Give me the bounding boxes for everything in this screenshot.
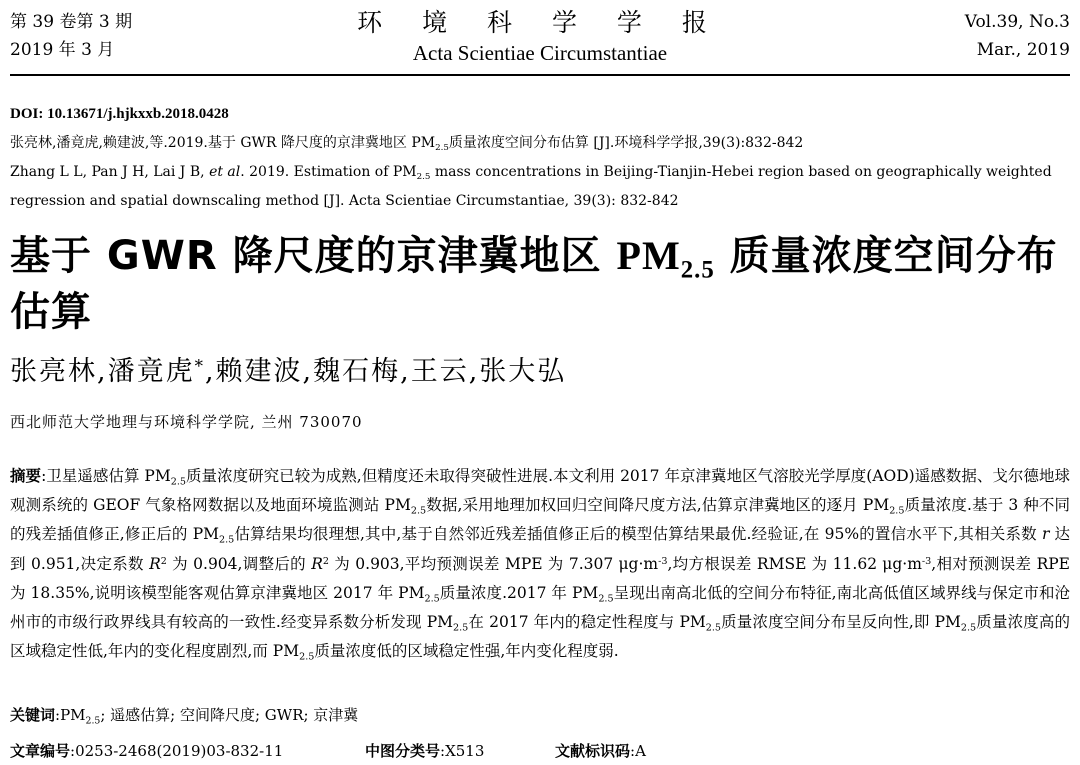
meta-label: 文献标识码 <box>555 742 631 760</box>
date-cn: 2019 年 3 月 <box>10 40 115 60</box>
symbol-R: R <box>149 554 161 573</box>
corresponding-mark: * <box>194 355 205 376</box>
header-divider <box>10 74 1070 76</box>
meta-label: 中图分类号 <box>365 742 441 760</box>
subscript: 2.5 <box>598 593 614 605</box>
keyword-text: ; 遥感估算; 空间降尺度; GWR; 京津冀 <box>100 706 359 724</box>
subscript: 2.5 <box>410 505 427 517</box>
document-code <box>555 738 646 764</box>
journal-name <box>10 8 1070 68</box>
abstract-text: 在 2017 年内的稳定性程度与 PM <box>468 613 706 632</box>
abstract-text: 质量浓度研究已较为成熟,但精度还未取得突破性进展.本文利用 2017 年京津冀地区气溶胶光学厚度(AOD)遥感数据、戈尔德地球观测系统的 GEOF 气象格网数据以及地面环境监测站 PM <box>10 467 1070 515</box>
title-pm: PM <box>616 233 681 278</box>
superscript: -3 <box>921 555 932 567</box>
abstract <box>10 462 1070 666</box>
journal-name-cn: 环 境 科 学 学 报 <box>357 8 723 37</box>
paper-title <box>10 228 1070 340</box>
subscript: 2.5 <box>424 593 440 605</box>
keywords-label: 关键词 <box>10 706 56 724</box>
keyword-text: PM <box>60 706 86 724</box>
article-number <box>10 738 365 764</box>
affiliation: 西北师范大学地理与环境科学学院, 兰州 730070 <box>10 413 363 431</box>
citation-cn <box>10 129 1070 158</box>
date-en: Mar., 2019 <box>976 40 1070 60</box>
symbol-R: R <box>311 554 323 573</box>
authors-text: ,赖建波,魏石梅,王云,张大弘 <box>204 356 567 387</box>
subscript: 2.5 <box>680 256 715 284</box>
abstract-text: 质量浓度空间分布呈反向性,即 PM <box>721 613 961 632</box>
journal-name-en: Acta Scientiae Circumstantiae <box>412 41 668 65</box>
subscript: 2.5 <box>960 622 977 634</box>
meta-value: :A <box>630 742 646 760</box>
colon: : <box>41 467 47 485</box>
subscript: 2.5 <box>705 622 722 634</box>
symbol-r: r <box>1041 525 1050 544</box>
subscript: 2.5 <box>170 476 186 488</box>
abstract-text: ,均方根误差 RMSE 为 11.62 μg·m <box>667 554 922 573</box>
subscript: 2.5 <box>889 505 905 517</box>
volume-issue-cn: 第 39 卷第 3 期 <box>10 12 133 32</box>
volume-issue-en: Vol.39, No.3 <box>964 12 1070 32</box>
subscript: 2.5 <box>416 172 431 183</box>
superscript: -3 <box>658 555 668 567</box>
abstract-text: 质量浓度高的区域稳定性低,年内的变化程度剧烈,而 PM <box>10 613 1071 661</box>
citation-block <box>10 100 1070 216</box>
subscript: 2.5 <box>435 143 449 154</box>
abstract-text: 数据,采用地理加权回归空间降尺度方法,估算京津冀地区的逐月 PM <box>426 496 890 515</box>
author-list <box>10 352 1070 392</box>
subscript: 2.5 <box>453 622 469 634</box>
meta-label: 文章编号 <box>10 742 71 760</box>
citation-en <box>10 158 1070 216</box>
clc-number <box>365 738 555 764</box>
abstract-text: 为 0.903,平均预测误差 MPE 为 7.307 μg·m <box>329 554 659 573</box>
article-meta <box>10 738 1070 764</box>
abstract-text: 质量浓度.2017 年 PM <box>439 583 599 602</box>
journal-header <box>10 8 1070 68</box>
superscript: 2 <box>160 555 167 567</box>
abstract-label: 摘要 <box>10 467 42 485</box>
doi: DOI: 10.13671/j.hjkxxb.2018.0428 <box>10 106 229 122</box>
superscript: 2 <box>322 555 330 567</box>
abstract-text: 估算结果均很理想,其中,基于自然邻近残差插值修正后的模型估算结果最优.经验证,在 95%的置信水平下,其相关系数 <box>234 525 1042 544</box>
colon: : <box>55 706 61 724</box>
abstract-text: 达到 0.951,决定系数 <box>10 525 1070 573</box>
abstract-text: ,相对预测误差 RPE 为 18.35%,说明该模型能客观估算京津冀地区 2017 年 PM <box>10 554 1070 602</box>
meta-value: :X513 <box>440 742 485 760</box>
subscript: 2.5 <box>299 651 315 663</box>
issue-info-en <box>965 8 1070 64</box>
citation-en-text: Zhang L L, Pan J H, Lai J B, <box>10 164 210 180</box>
title-text: 基于 GWR 降尺度的京津冀地区 <box>10 233 617 279</box>
citation-cn-text: 质量浓度空间分布估算 [J].环境科学学报,39(3):832-842 <box>448 135 804 151</box>
abstract-text: 质量浓度.基于 3 种不同的残差插值修正,修正后的 PM <box>10 496 1070 544</box>
abstract-text: 质量浓度低的区域稳定性强,年内变化程度弱. <box>314 642 619 661</box>
keywords <box>10 702 1070 728</box>
authors-text: 张亮林,潘竟虎 <box>10 356 195 387</box>
title-text: 质量浓度空间分布估算 <box>10 233 1058 335</box>
abstract-text: 卫星遥感估算 PM <box>46 467 171 485</box>
citation-etal: et al <box>209 164 241 180</box>
citation-cn-text: 张亮林,潘竟虎,赖建波,等.2019.基于 GWR 降尺度的京津冀地区 PM <box>10 135 436 151</box>
citation-en-text: . 2019. Estimation of PM <box>240 164 417 180</box>
meta-value: :0253-2468(2019)03-832-11 <box>70 742 284 760</box>
abstract-text: 为 0.904,调整后的 <box>166 554 312 573</box>
citation-en-text: mass concentrations in Beijing-Tianjin-Hebei region based on geographically weighted regression and spatial downscaling method [J]. Acta Scientiae Circumstantiae, 39(3): 832-842 <box>10 164 1052 209</box>
subscript: 2.5 <box>219 534 235 546</box>
abstract-text: 呈现出南高北低的空间分布特征,南北高低值区域界线与保定市和沧州市的市级行政界线具有较高的一致性.经变异系数分析发现 PM <box>10 583 1071 632</box>
subscript: 2.5 <box>85 715 101 727</box>
